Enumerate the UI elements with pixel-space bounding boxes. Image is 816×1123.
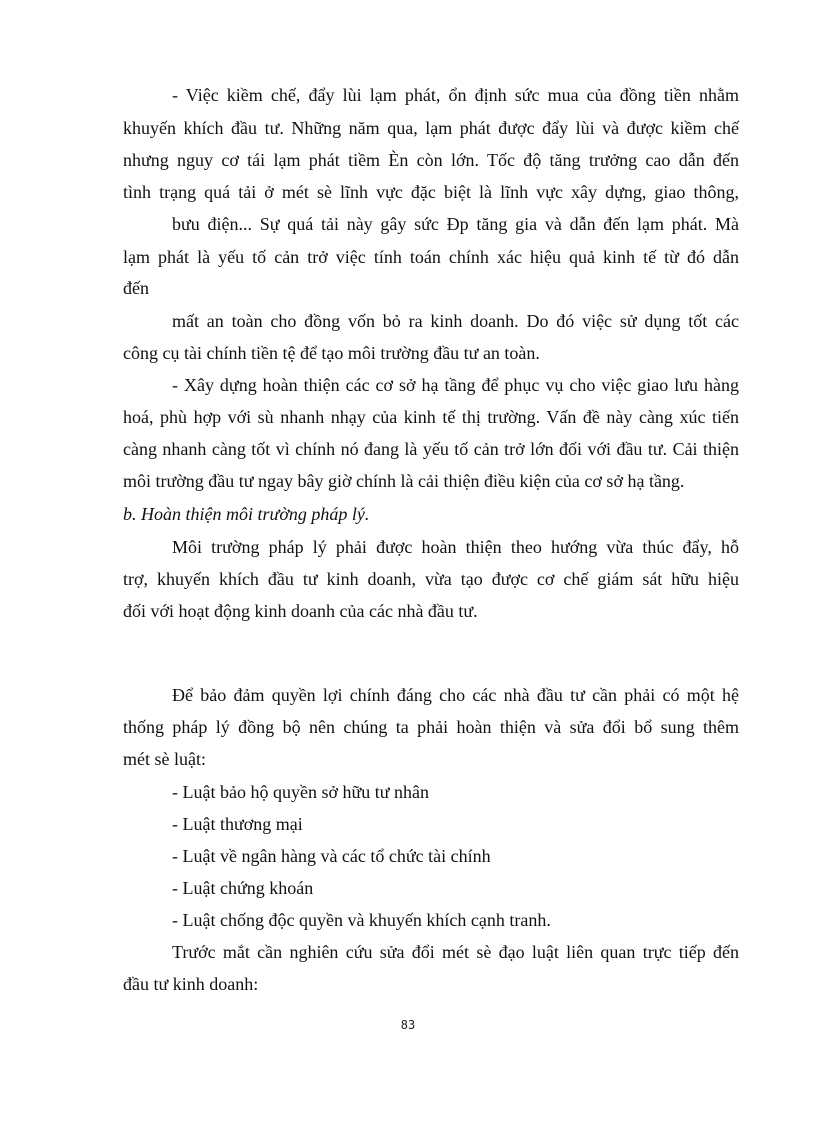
section-heading: b. Hoàn thiện môi trường pháp lý.	[123, 504, 370, 524]
text-line: càng nhanh càng tốt vì chính nó đang là yếu tố cản trở lớn đối với đầu tư. Cải thiện	[123, 439, 739, 459]
text-line: thống pháp lý đồng bộ nên chúng ta phải hoàn thiện và sửa đổi bổ sung thêm	[123, 717, 739, 737]
text-line: Môi trường pháp lý phải được hoàn thiện theo hướng vừa thúc đẩy, hỗ	[172, 537, 739, 557]
text-line: hoá, phù hợp với sù nhanh nhạy của kinh tế thị trường. Vấn đề này càng xúc tiến	[123, 407, 739, 427]
text-line: khuyến khích đầu tư. Những năm qua, lạm phát được đẩy lùi và được kiềm chế	[123, 118, 739, 138]
text-line: đến	[123, 278, 149, 298]
text-line: đối với hoạt động kinh doanh của các nhà đầu tư.	[123, 601, 478, 621]
text-line: đầu tư kinh doanh:	[123, 974, 259, 994]
text-line: - Việc kiềm chế, đẩy lùi lạm phát, ổn định sức mua của đồng tiền nhằm	[172, 85, 739, 105]
text-line: mét sè luật:	[123, 749, 206, 769]
text-line: công cụ tài chính tiền tệ để tạo môi trường đầu tư an toàn.	[123, 343, 540, 363]
text-line: tình trạng quá tải ở mét sè lĩnh vực đặc biệt là lĩnh vực xây dựng, giao thông,	[123, 182, 739, 202]
text-line: trợ, khuyến khích đầu tư kinh doanh, vừa tạo được cơ chế giám sát hữu hiệu	[123, 569, 739, 589]
list-item: - Luật bảo hộ quyền sở hữu tư nhân	[172, 782, 429, 802]
list-item: - Luật về ngân hàng và các tổ chức tài chính	[172, 846, 491, 866]
text-line: Trước mắt cần nghiên cứu sửa đổi mét sè đạo luật liên quan trực tiếp đến	[172, 942, 739, 962]
text-line: nhưng nguy cơ tái lạm phát tiềm Èn còn lớn. Tốc độ tăng trưởng cao dẫn đến	[123, 150, 739, 170]
text-line: - Xây dựng hoàn thiện các cơ sở hạ tầng để phục vụ cho việc giao lưu hàng	[172, 375, 739, 395]
text-line: lạm phát là yếu tố cản trở việc tính toán chính xác hiệu quả kinh tế từ đó dẫn	[123, 247, 739, 267]
text-line: Để bảo đảm quyền lợi chính đáng cho các nhà đầu tư cần phải có một hệ	[172, 685, 739, 705]
list-item: - Luật chứng khoán	[172, 878, 314, 898]
text-line: bưu điện... Sự quá tải này gây sức Ðp tăng gia và dẫn đến lạm phát. Mà	[172, 214, 739, 234]
list-item: - Luật chống độc quyền và khuyến khích cạnh tranh.	[172, 910, 551, 930]
list-item: - Luật thương mại	[172, 814, 303, 834]
page-number: 83	[400, 1018, 416, 1032]
text-line: môi trường đầu tư ngay bây giờ chính là cải thiện điều kiện của cơ sở hạ tầng.	[123, 471, 685, 491]
text-line: mất an toàn cho đồng vốn bỏ ra kinh doanh. Do đó việc sử dụng tốt các	[172, 311, 739, 331]
